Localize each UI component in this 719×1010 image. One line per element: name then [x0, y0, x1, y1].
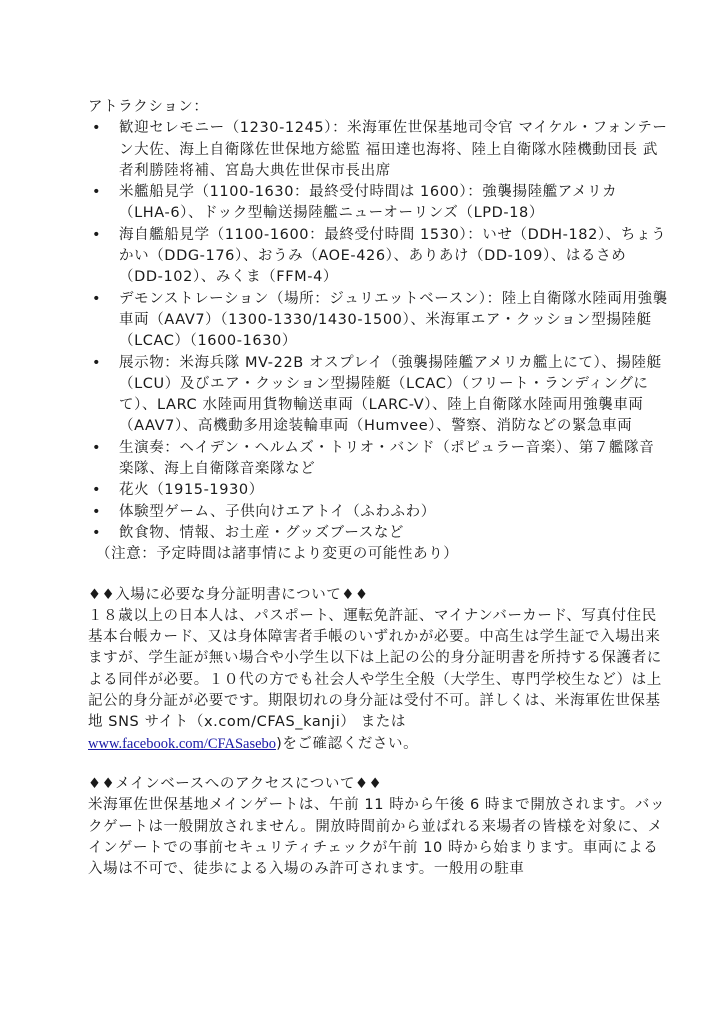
list-item-text: 歓迎セレモニー（1230-1245）：米海軍佐世保基地司令官 マイケル・フォンテーン大佐、海上自衛隊佐世保地方総監 福田達也海将、陸上自衛隊水陸機動団長 武者利勝陸将補、宮島大典佐世保市長出席 [119, 120, 668, 179]
bullet-icon: • [92, 184, 102, 201]
document-page [88, 97, 668, 880]
list-item [88, 118, 668, 182]
bullet-icon: • [92, 439, 102, 456]
list-item-text: 展示物：米海兵隊 MV-22B オスプレイ（強襲揚陸艦アメリカ艦上にて）、揚陸艇（LCU）及びエア・クッション型揚陸艇（LCAC）（フリート・ランディングにて）、LARC 水陸両用貨物輸送車両（LARC-V）、陸上自衛隊水陸両用強襲車両（AAV7）、高機動多用途装輪車両（Humvee）、警察、消防などの緊急車両 [119, 354, 662, 435]
base-access-section [88, 774, 668, 880]
list-item [88, 502, 668, 523]
schedule-note: （注意：予定時間は諸事情により変更の可能性あり） [96, 546, 459, 563]
list-item-text: 花火（1915-1930） [119, 482, 264, 499]
bullet-icon: • [92, 482, 102, 499]
id-requirements-section [88, 585, 668, 755]
list-item [88, 523, 668, 544]
list-item-text: 飲食物、情報、お土産・グッズブースなど [119, 524, 405, 541]
access-section-title: ♦♦メインベースへのアクセスについて♦♦ [88, 775, 383, 792]
bullet-icon: • [92, 503, 102, 520]
bullet-icon: • [92, 290, 102, 307]
list-item [88, 225, 668, 289]
list-item [88, 480, 668, 501]
id-section-text: １８歳以上の日本人は、パスポート、運転免許証、マイナンバーカード、写真付住民基本台帳カード、又は身体障害者手帳のいずれかが必要。中高生は学生証で入場出来ますが、学生証が無い場合や小学生以下は上記の公的身分証明書を所持する保護者による同伴が必要。１０代の方でも社会人や学生全般（大学生、専門学校生など）は上記公的身分証が必要です。期限切れの身分証は受付不可。詳しくは、米海軍佐世保基地 SNS サイト（x.com/CFAS_kanji） または [88, 607, 662, 731]
list-item [88, 182, 668, 225]
list-item [88, 438, 668, 481]
list-item-text: 体験型ゲーム、子供向けエアトイ（ふわふわ） [119, 503, 436, 520]
facebook-link[interactable]: www.facebook.com/CFASasebo [88, 735, 277, 752]
bullet-icon: • [92, 226, 102, 243]
id-section-body [88, 606, 668, 755]
list-item [88, 289, 668, 353]
bullet-icon: • [92, 120, 102, 137]
list-item-text: デモンストレーション（場所：ジュリエットベースン）：陸上自衛隊水陸両用強襲車両（AAV7）（1300-1330/1430-1500）、米海軍エア・クッション型揚陸艇（LCAC）（1600-1630） [119, 290, 668, 350]
list-item [88, 353, 668, 438]
attractions-heading: アトラクション： [88, 99, 209, 115]
attractions-list [88, 118, 668, 544]
list-item-text: 生演奏：ヘイデン・ヘルムズ・トリオ・バンド（ポピュラー音楽）、第７艦隊音楽隊、海上自衛隊音楽隊など [119, 439, 655, 478]
id-section-title: ♦♦入場に必要な身分証明書について♦♦ [88, 586, 369, 603]
bullet-icon: • [92, 354, 102, 371]
access-section-body: 米海軍佐世保基地メインゲートは、午前 11 時から午後 6 時まで開放されます。バックゲートは一般開放されません。開放時間前から並ばれる来場者の皆様を対象に、メインゲートでの事前セキュリティチェックが午前 10 時から始まります。車両による入場は不可で、徒歩による入場のみ許可されます。一般用の駐車 [88, 797, 666, 878]
list-item-text: 米艦船見学（1100-1630：最終受付時間は 1600）：強襲揚陸艦アメリカ（LHA-6）、ドック型輸送揚陸艦ニューオーリンズ（LPD-18） [119, 184, 618, 222]
bullet-icon: • [92, 524, 102, 541]
id-section-closing: )をご確認ください。 [276, 735, 419, 752]
list-item-text: 海自艦船見学（1100-1600：最終受付時間 1530）：いせ（DDH-182）、ちょうかい（DDG-176）、おうみ（AOE-426）、ありあけ（DD-109）、はるさめ（DD-102）、みくま（FFM-4） [119, 226, 667, 286]
